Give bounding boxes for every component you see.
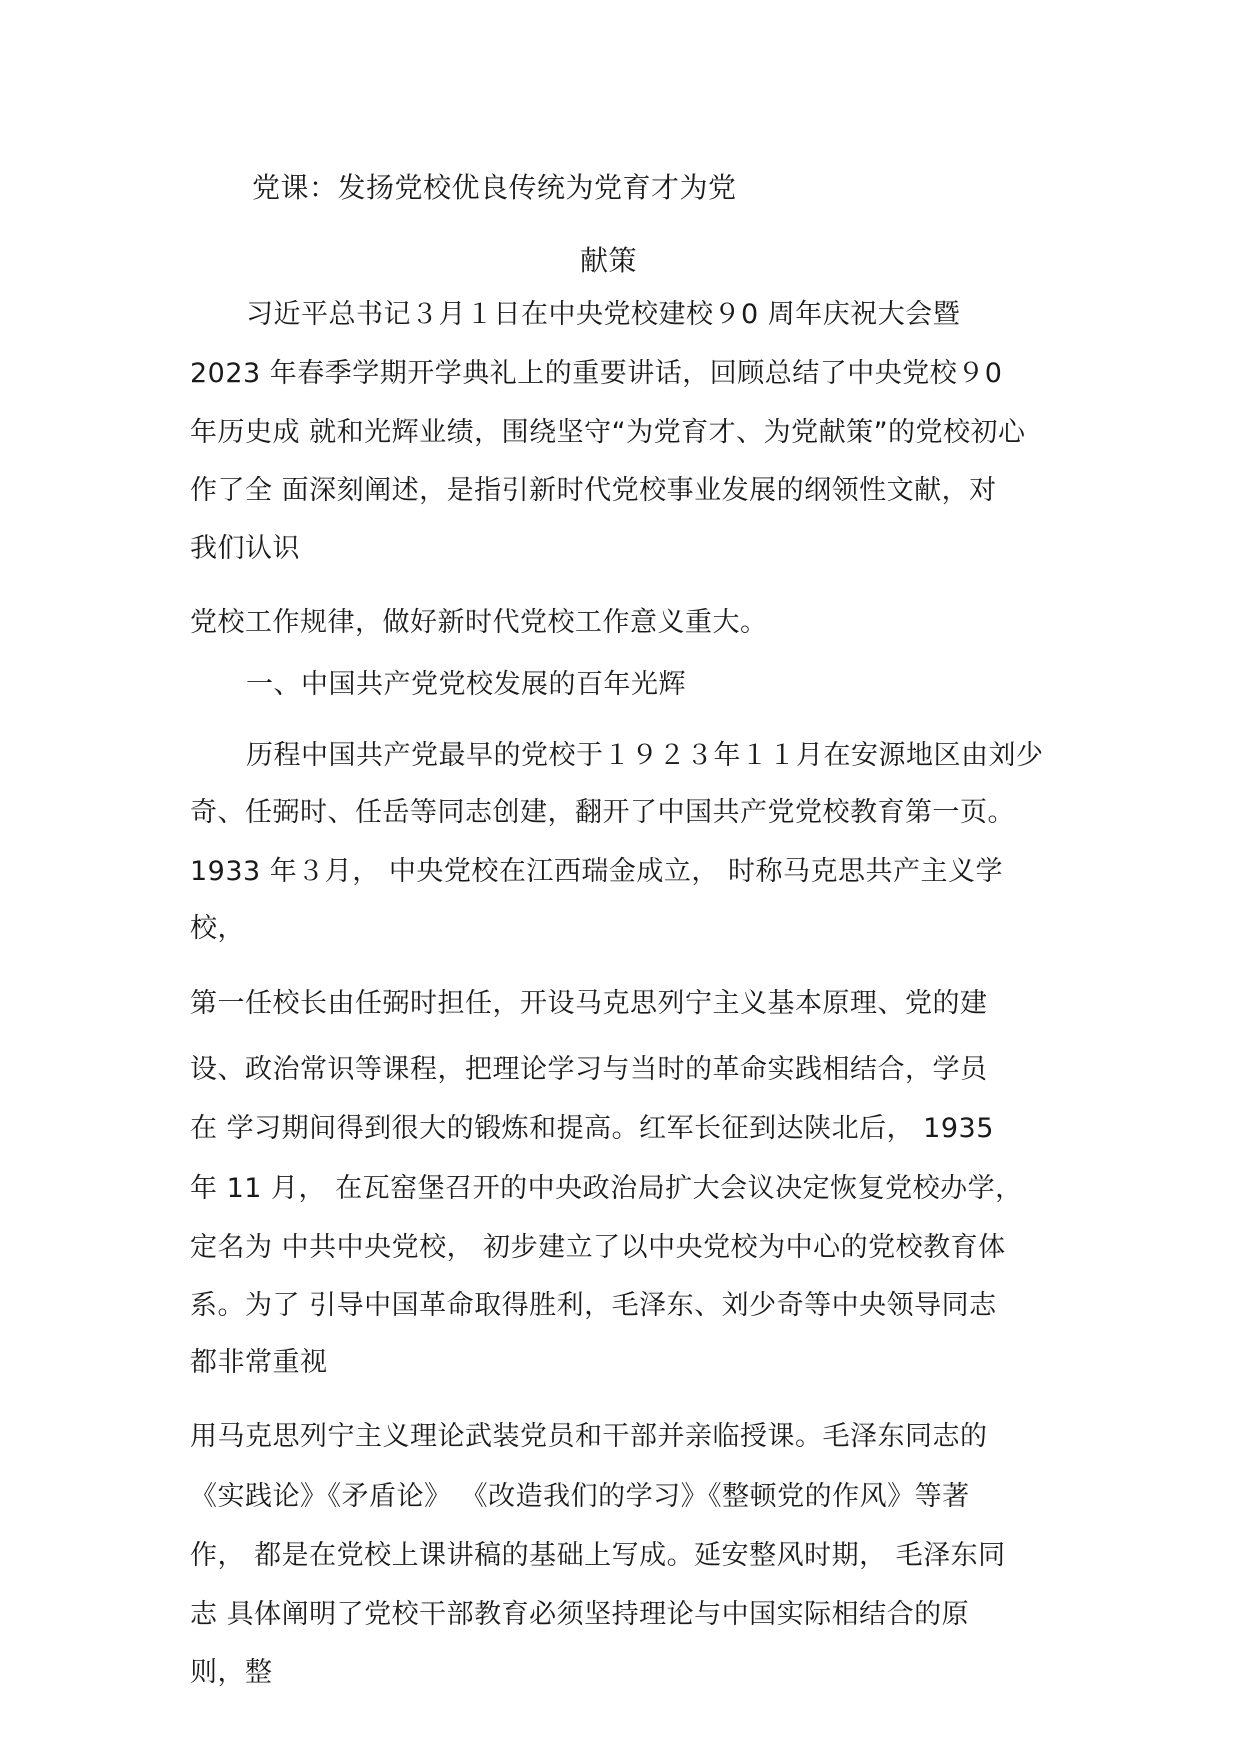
paragraph-line: 第一任校长由任弼时担任，开设马克思列宁主义基本原理、党的建 bbox=[190, 988, 988, 1019]
paragraph-line: 则，整 bbox=[190, 1657, 273, 1688]
paragraph-line: 作了全 面深刻阐述，是指引新时代党校事业发展的纲领性文献，对 bbox=[190, 475, 997, 506]
paragraph-line: 1933 年３月， 中央党校在江西瑞金成立， 时称马克思共产主义学 bbox=[190, 856, 1003, 887]
paragraph-line: 《实践论》《矛盾论》 《改造我们的学习》《整顿党的作风》等著 bbox=[190, 1481, 970, 1512]
paragraph-line: 历程中国共产党最早的党校于１９２３年１１月在安源地区由刘少 bbox=[246, 740, 1044, 771]
paragraph-line: 在 学习期间得到很大的锻炼和提高。红军长征到达陕北后， 1935 bbox=[190, 1113, 994, 1144]
paragraph-line: 都非常重视 bbox=[190, 1347, 328, 1378]
paragraph-line: 奇、任弼时、任岳等同志创建，翻开了中国共产党党校教育第一页。 bbox=[190, 797, 1015, 828]
paragraph-line: 年历史成 就和光辉业绩，围绕坚守“为党育才、为党献策”的党校初心 bbox=[190, 417, 1026, 448]
paragraph-line: 校， bbox=[190, 913, 245, 944]
section-heading: 一、中国共产党党校发展的百年光辉 bbox=[246, 669, 686, 700]
title-line-1: 党课：发扬党校优良传统为党育才为党 bbox=[252, 171, 737, 204]
paragraph-line: 2023 年春季学期开学典礼上的重要讲话，回顾总结了中央党校９0 bbox=[190, 358, 1003, 389]
title-line-2: 献策 bbox=[580, 244, 638, 277]
paragraph-line: 志 具体阐明了党校干部教育必须坚持理论与中国实际相结合的原 bbox=[190, 1599, 970, 1630]
paragraph-line: 习近平总书记３月１日在中央党校建校９0 周年庆祝大会暨 bbox=[246, 299, 961, 330]
paragraph-line: 系。为了 引导中国革命取得胜利，毛泽东、刘少奇等中央领导同志 bbox=[190, 1290, 997, 1321]
paragraph-line: 用马克思列宁主义理论武装党员和干部并亲临授课。毛泽东同志的 bbox=[190, 1421, 988, 1452]
paragraph-line: 党校工作规律，做好新时代党校工作意义重大。 bbox=[190, 607, 768, 638]
paragraph-line: 作， 都是在党校上课讲稿的基础上写成。延安整风时期， 毛泽东同 bbox=[190, 1540, 1006, 1571]
paragraph-line: 定名为 中共中央党校， 初步建立了以中央党校为中心的党校教育体 bbox=[190, 1232, 1006, 1263]
paragraph-line: 我们认识 bbox=[190, 533, 300, 564]
paragraph-line: 年 11 月， 在瓦窑堡召开的中央政治局扩大会议决定恢复党校办学， bbox=[190, 1173, 1023, 1204]
paragraph-line: 设、政治常识等课程，把理论学习与当时的革命实践相结合，学员 bbox=[190, 1054, 988, 1085]
